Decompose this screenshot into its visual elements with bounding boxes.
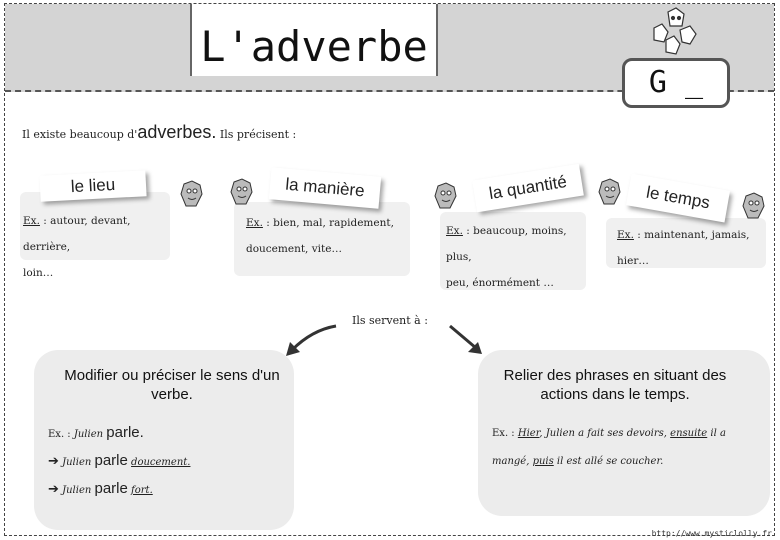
link-example-2: mangé, puis il est allé se coucher.	[492, 456, 664, 467]
tag-temps: le temps	[626, 174, 730, 223]
example-temps: Ex. : maintenant, jamais, hier…	[617, 229, 750, 267]
tag-maniere: la manière	[269, 167, 381, 208]
arrow-right-icon: ➔	[48, 454, 59, 469]
modify-example-3: ➔ Julien parle fort.	[48, 480, 153, 497]
footer-url: http://www.mysticlolly.fr	[651, 529, 772, 538]
example-quantite: Ex. : beaucoup, moins, plus, peu, énormément …	[446, 225, 567, 289]
tag-quantite: la quantité	[472, 164, 584, 213]
mascot-icon	[596, 178, 624, 208]
arrow-down-right-icon	[446, 322, 486, 358]
arrow-right-icon: ➔	[48, 482, 59, 497]
modify-example-2: ➔ Julien parle doucement.	[48, 452, 191, 469]
mascot-icon	[228, 178, 256, 208]
modify-example-1: Ex. : Julien parle.	[48, 424, 144, 441]
serve-text: Ils servent à :	[352, 314, 428, 327]
mascot-icon	[432, 182, 460, 212]
arrow-down-left-icon	[282, 322, 340, 358]
link-example-1: Ex. : Hier, Julien a fait ses devoirs, ensuite il a	[492, 428, 726, 439]
tag-lieu: le lieu	[39, 170, 146, 202]
mascots-icon	[646, 6, 702, 56]
modify-verb-title: Modifier ou préciser le sens d'un verbe.	[64, 367, 280, 403]
example-lieu: Ex. : autour, devant, derrière, loin…	[23, 215, 131, 279]
page-title: L'adverbe	[200, 22, 428, 71]
link-sentences-title: Relier des phrases en situant des actions dans le temps.	[503, 367, 727, 403]
mascot-icon	[178, 180, 206, 210]
code-box: G _	[622, 58, 730, 108]
mascot-icon	[740, 192, 768, 222]
intro-text: Il existe beaucoup d'adverbes. Ils précisent :	[22, 122, 297, 142]
example-maniere: Ex. : bien, mal, rapidement, doucement, vite…	[246, 217, 394, 255]
